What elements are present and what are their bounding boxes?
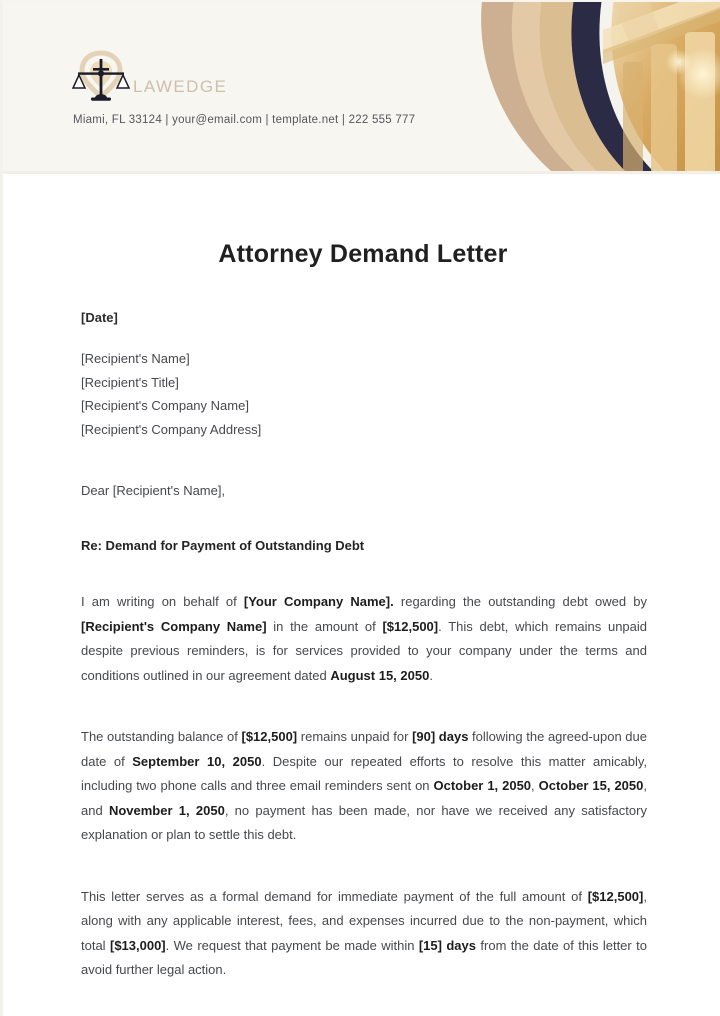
paragraph-1: I am writing on behalf of [Your Company Name]. regarding the outstanding debt owed by [Recipient's Company Name] in the amount of [$12,500]. This debt, which remains unpaid despite previous reminders, is for services provided to your company under the terms and conditions outlined in our agreement dated August 15, 2050. xyxy=(81,594,648,683)
recipient-company-address: [Recipient's Company Address] xyxy=(81,421,262,437)
scales-of-justice-icon xyxy=(71,47,131,105)
brand-logo xyxy=(71,46,227,106)
recipient-name: [Recipient's Name] xyxy=(81,351,190,366)
recipient-company-name: [Recipient's Company Name] xyxy=(81,398,249,413)
salutation: Dear [Recipient's Name], xyxy=(81,483,226,498)
paragraph-2: The outstanding balance of [$12,500] remains unpaid for [90] days following the agreed-upon due date of September 10, 2050. Despite our repeated efforts to resolve this matter amicably, including two phone calls and three email reminders sent on October 1, 2050, October 15, 2050, and November 1, 2050, no payment has been made, nor have we received any satisfactory explanation or plan to settle this debt. xyxy=(81,729,648,842)
letter-body xyxy=(81,310,647,983)
subject-line: Re: Demand for Payment of Outstanding Debt xyxy=(81,538,365,553)
corner-artwork xyxy=(463,2,720,174)
page-title: Attorney Demand Letter xyxy=(218,240,508,268)
contact-line: Miami, FL 33124 | your@email.com | template.net | 222 555 777 xyxy=(73,114,416,126)
recipient-title: [Recipient's Title] xyxy=(81,374,179,390)
brand-name: LAWEDGE xyxy=(133,77,228,96)
date-placeholder: [Date] xyxy=(81,310,118,325)
paragraph-3: This letter serves as a formal demand for immediate payment of the full amount of [$12,500], along with any applicable interest, fees, and expenses incurred due to the non-payment, which total [$13,000]. We request that payment be made within [15] days from the date of this letter to avoid further legal action. xyxy=(81,888,647,977)
recipient-block xyxy=(81,347,647,441)
letterhead-header xyxy=(3,2,720,174)
